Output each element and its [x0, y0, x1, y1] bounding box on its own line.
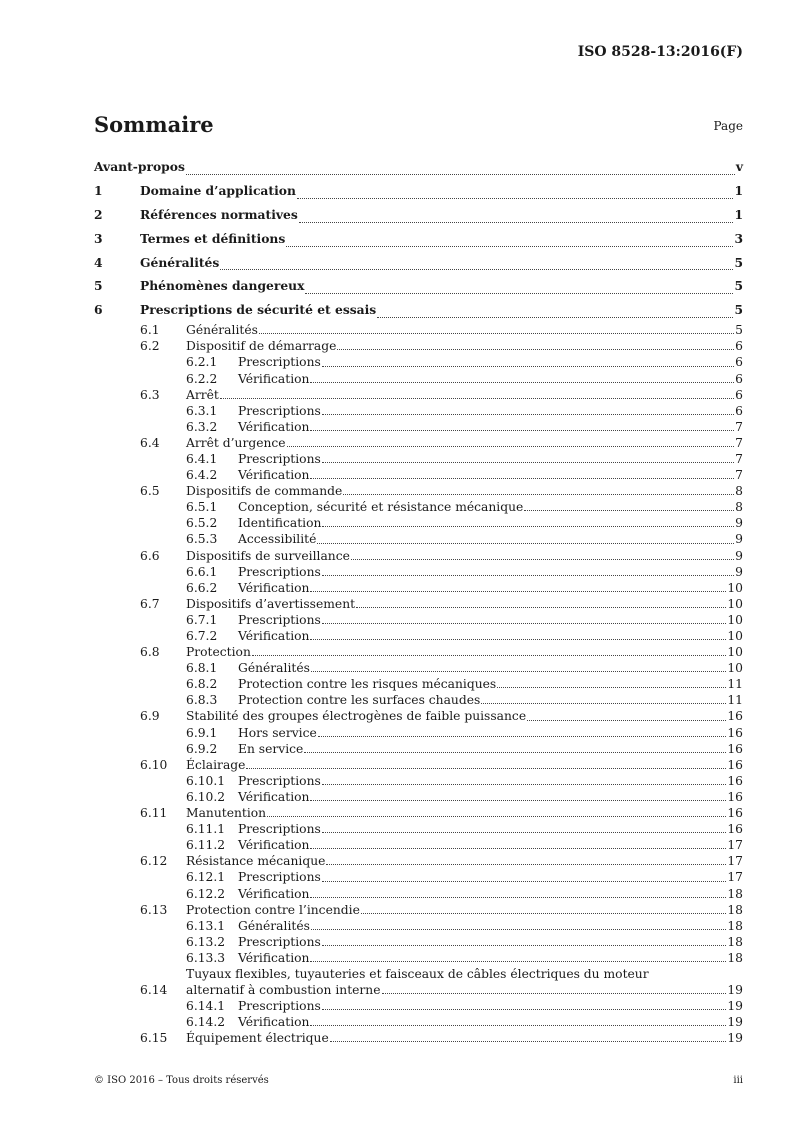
toc-title: Sommaire [94, 112, 214, 137]
toc-entry-number: 6.6.1 [186, 564, 218, 579]
toc-entry[interactable] [94, 467, 743, 483]
toc-entry[interactable] [94, 499, 743, 515]
dot-leader [310, 961, 726, 962]
footer-page-number: iii [733, 1075, 743, 1086]
toc-entry-label: Vérification [238, 1015, 310, 1030]
toc-entry-label: Protection contre l’incendie [186, 902, 360, 917]
toc-entry-page: 16 [727, 773, 743, 788]
toc-entry-number: 6.6 [140, 548, 160, 563]
toc-entry[interactable] [94, 298, 743, 322]
toc-entry[interactable] [94, 805, 743, 821]
toc-entry-page: 7 [735, 468, 743, 483]
toc-entry-number: 4 [94, 254, 103, 270]
toc-entry[interactable] [94, 789, 743, 805]
dot-leader [310, 382, 734, 383]
toc-entry-label: Conception, sécurité et résistance mécanique [238, 500, 524, 515]
toc-entry-number: 6.11.1 [186, 822, 226, 837]
dot-leader [305, 293, 733, 294]
toc-entry-label: Protection [186, 645, 251, 660]
toc-entry-number: 6.7.1 [186, 612, 218, 627]
toc-entry-page: 6 [735, 403, 743, 418]
toc-entry-number: 6.12.1 [186, 870, 226, 885]
footer-copyright: © ISO 2016 – Tous droits réservés [94, 1075, 269, 1086]
toc-entry-label: Vérification [238, 886, 310, 901]
toc-entry-label: Vérification [238, 950, 310, 965]
toc-entry-number: 6.4 [140, 435, 160, 450]
dot-leader [481, 703, 726, 704]
toc-entry-number: 6.7.2 [186, 629, 218, 644]
toc-entry-label: Prescriptions [238, 870, 321, 885]
toc-entry-label: Accessibilité [238, 532, 317, 547]
toc-entry-label: Dispositifs d’avertissement [186, 596, 356, 611]
toc-entry-number: 6.9 [140, 709, 160, 724]
toc-entry-page: 18 [727, 934, 743, 949]
toc-entry-number: 6.14 [140, 982, 168, 997]
toc-entry-page: 16 [727, 757, 743, 772]
toc-entry-number: 6.10.1 [186, 773, 226, 788]
toc-entry-number: 6.6.2 [186, 580, 218, 595]
toc-entry[interactable] [94, 1030, 743, 1046]
toc-entry-page: 6 [735, 339, 743, 354]
dot-leader [351, 559, 734, 560]
toc-entry[interactable] [94, 741, 743, 757]
toc-entry-label: Références normatives [140, 206, 298, 222]
toc-entry-number: 6.5.1 [186, 500, 218, 515]
dot-leader [310, 430, 734, 431]
toc-entry-page: 5 [734, 302, 743, 318]
toc-entry-page: 18 [727, 886, 743, 901]
toc-entry-number: 6.11.2 [186, 838, 226, 853]
toc-entry[interactable] [94, 692, 743, 708]
dot-leader [322, 462, 734, 463]
toc-entry-page: 10 [727, 629, 743, 644]
toc-entry[interactable] [94, 531, 743, 547]
dot-leader [322, 832, 727, 833]
dot-leader [524, 510, 734, 511]
toc-entry[interactable] [94, 322, 743, 338]
toc-entry-page: 9 [735, 564, 743, 579]
toc-entry[interactable] [94, 483, 743, 499]
page-column-label: Page [713, 119, 743, 133]
toc-entry-number: 6.13.3 [186, 950, 226, 965]
toc-entry[interactable] [94, 371, 743, 387]
toc-entry-number: 6.9.2 [186, 741, 218, 756]
dot-leader [322, 414, 734, 415]
toc-entry-page: 9 [735, 548, 743, 563]
toc-entry[interactable] [94, 387, 743, 403]
toc-entry[interactable] [94, 869, 743, 885]
toc-entry[interactable] [94, 950, 743, 966]
toc-entry-number: 6.3.2 [186, 419, 218, 434]
toc-entry-number: 1 [94, 182, 103, 198]
toc-entry-label: Dispositif de démarrage [186, 339, 337, 354]
dot-leader [361, 913, 727, 914]
toc-entry-page: 17 [727, 854, 743, 869]
dot-leader [297, 198, 734, 199]
toc-entry-number: 6.4.2 [186, 468, 218, 483]
toc-entry-number: 6.13.1 [186, 918, 226, 933]
toc-entry-number: 6.8.2 [186, 677, 218, 692]
toc-entry-label: Prescriptions [238, 564, 321, 579]
toc-entry-number: 3 [94, 230, 103, 246]
dot-leader [322, 945, 727, 946]
dot-leader [377, 317, 733, 318]
toc-entry[interactable] [94, 886, 743, 902]
toc-entry[interactable] [94, 403, 743, 419]
toc-entry[interactable] [94, 564, 743, 580]
dot-leader [310, 848, 726, 849]
toc-entry-number: 6.1 [140, 323, 160, 338]
toc-entry-page: 8 [735, 500, 743, 515]
toc-entry[interactable] [94, 773, 743, 789]
toc-entry-label: Prescriptions [238, 998, 321, 1013]
dot-leader [497, 687, 726, 688]
toc-entry[interactable] [94, 918, 743, 934]
toc-entry[interactable] [94, 419, 743, 435]
toc-entry[interactable] [94, 966, 743, 998]
toc-entry-label: Prescriptions [238, 403, 321, 418]
dot-leader [287, 446, 735, 447]
dot-leader [322, 526, 734, 527]
toc-entry[interactable] [94, 628, 743, 644]
toc-entry-number: 6.10.2 [186, 789, 226, 804]
toc-entry-label: Vérification [238, 789, 310, 804]
dot-leader [310, 639, 726, 640]
toc-entry-page: 18 [727, 902, 743, 917]
toc-entry-label: Vérification [238, 371, 310, 386]
toc-entry-page: 17 [727, 870, 743, 885]
toc-entry-page: v [735, 158, 743, 174]
toc-entry[interactable] [94, 708, 743, 724]
toc-entry-label: Vérification [238, 580, 310, 595]
toc-entry-number: 6.5.2 [186, 516, 218, 531]
toc-entry-page: 10 [727, 580, 743, 595]
dot-leader [382, 993, 727, 994]
toc-entry-page: 5 [734, 278, 743, 294]
toc-entry-label: Hors service [238, 725, 317, 740]
toc-entry-number: 6.2.1 [186, 355, 218, 370]
toc-entry[interactable] [94, 757, 743, 773]
toc-entry-label: Avant-propos [94, 158, 185, 174]
toc-entry-label: Vérification [238, 838, 310, 853]
toc-entry-label: Éclairage [186, 757, 246, 772]
toc-entry-label: Équipement électrique [186, 1031, 329, 1046]
toc-entry-page: 10 [727, 645, 743, 660]
dot-leader [304, 752, 726, 753]
dot-leader [527, 720, 726, 721]
toc-entry-label: Phénomènes dangereux [140, 278, 305, 294]
dot-leader [343, 494, 734, 495]
toc-entry-page: 6 [735, 371, 743, 386]
toc-entry-label: Prescriptions [238, 822, 321, 837]
toc-entry-page: 10 [727, 612, 743, 627]
toc-entry[interactable] [94, 837, 743, 853]
toc-entry[interactable] [94, 676, 743, 692]
toc-entry-number: 6.13 [140, 902, 168, 917]
dot-leader [356, 607, 726, 608]
toc-entry-page: 5 [734, 254, 743, 270]
toc-entry-page: 7 [735, 419, 743, 434]
toc-entry-number: 6.8.3 [186, 693, 218, 708]
toc-entry-page: 3 [734, 230, 743, 246]
dot-leader [322, 623, 727, 624]
dot-leader [311, 671, 726, 672]
dot-leader [318, 736, 727, 737]
toc-entry-label: Stabilité des groupes électrogènes de faible puissance [186, 709, 527, 724]
toc-entry[interactable] [94, 203, 743, 227]
toc-entry-label: Prescriptions [238, 934, 321, 949]
toc-entry-number: 6.14.1 [186, 998, 226, 1013]
toc-entry-page: 16 [727, 725, 743, 740]
toc-entry-page: 9 [735, 516, 743, 531]
toc-entry-page: 19 [727, 998, 743, 1013]
dot-leader [299, 222, 734, 223]
toc-entry-page: 16 [727, 709, 743, 724]
toc-entry-page: 7 [735, 435, 743, 450]
table-of-contents [94, 155, 743, 1046]
dot-leader [246, 768, 726, 769]
dot-leader [310, 591, 726, 592]
toc-entry-number: 6.15 [140, 1031, 168, 1046]
toc-entry[interactable] [94, 853, 743, 869]
dot-leader [322, 366, 734, 367]
toc-entry-label: Généralités [140, 254, 220, 270]
toc-entry[interactable] [94, 548, 743, 564]
toc-entry-label: Manutention [186, 806, 267, 821]
toc-entry-label: Prescriptions [238, 355, 321, 370]
toc-entry-page: 19 [727, 1031, 743, 1046]
toc-entry-label: Prescriptions [238, 773, 321, 788]
dot-leader [311, 929, 726, 930]
toc-entry-number: 6.8.1 [186, 661, 218, 676]
toc-entry-label: Dispositifs de surveillance [186, 548, 350, 563]
toc-entry-label: Protection contre les surfaces chaudes [238, 693, 481, 708]
dot-leader [220, 398, 734, 399]
dot-leader [310, 897, 726, 898]
dot-leader [310, 1025, 726, 1026]
toc-entry-label: Prescriptions [238, 451, 321, 466]
toc-entry-label: Généralités [238, 661, 310, 676]
toc-entry-label: Vérification [238, 468, 310, 483]
toc-entry[interactable] [94, 821, 743, 837]
toc-entry-label: Arrêt d’urgence [186, 435, 286, 450]
toc-entry-number: 6.12.2 [186, 886, 226, 901]
dot-leader [337, 349, 734, 350]
toc-entry-label: Prescriptions de sécurité et essais [140, 302, 377, 318]
toc-entry-number: 6.8 [140, 645, 160, 660]
toc-entry-number: 6.5.3 [186, 532, 218, 547]
toc-entry-label: En service [238, 741, 304, 756]
dot-leader [322, 784, 727, 785]
toc-entry-page: 18 [727, 950, 743, 965]
toc-entry-number: 6.9.1 [186, 725, 218, 740]
toc-entry[interactable] [94, 179, 743, 203]
toc-entry-page: 6 [735, 355, 743, 370]
toc-entry-page: 10 [727, 596, 743, 611]
toc-entry[interactable] [94, 725, 743, 741]
dot-leader [326, 864, 726, 865]
toc-entry-number: 6.3 [140, 387, 160, 402]
toc-entry-page: 8 [735, 484, 743, 499]
toc-entry-number: 6.4.1 [186, 451, 218, 466]
dot-leader [220, 269, 733, 270]
toc-entry-number: 6.11 [140, 806, 168, 821]
document-code: ISO 8528-13:2016(F) [577, 44, 743, 60]
toc-entry[interactable] [94, 934, 743, 950]
toc-entry-page: 10 [727, 661, 743, 676]
toc-entry-label: Prescriptions [238, 612, 321, 627]
toc-entry-page: 19 [727, 1015, 743, 1030]
toc-entry-label: Généralités [238, 918, 310, 933]
toc-entry-label: Dispositifs de commande [186, 484, 343, 499]
toc-entry-number: 2 [94, 206, 103, 222]
toc-entry[interactable] [94, 515, 743, 531]
toc-entry-page: 17 [727, 838, 743, 853]
toc-entry-number: 6.10 [140, 757, 168, 772]
dot-leader [317, 543, 734, 544]
toc-entry-number: 6.3.1 [186, 403, 218, 418]
dot-leader [322, 575, 734, 576]
dot-leader [259, 333, 734, 334]
dot-leader [330, 1041, 727, 1042]
toc-entry-page: 11 [727, 693, 743, 708]
toc-entry-number: 6 [94, 302, 103, 318]
toc-entry[interactable] [94, 644, 743, 660]
toc-entry-label: Identification [238, 516, 322, 531]
toc-entry-number: 6.12 [140, 854, 168, 869]
dot-leader [267, 816, 726, 817]
toc-entry-label: Résistance mécanique [186, 854, 326, 869]
toc-entry[interactable] [94, 902, 743, 918]
dot-leader [310, 800, 726, 801]
toc-entry-page: 16 [727, 741, 743, 756]
toc-entry-number: 6.7 [140, 596, 160, 611]
dot-leader [286, 246, 733, 247]
toc-entry-page: 18 [727, 918, 743, 933]
toc-entry-page: 16 [727, 789, 743, 804]
toc-entry[interactable] [94, 338, 743, 354]
toc-entry[interactable] [94, 998, 743, 1014]
toc-entry-page: 5 [735, 323, 743, 338]
toc-entry[interactable] [94, 435, 743, 451]
toc-entry-page: 11 [727, 677, 743, 692]
toc-entry[interactable] [94, 354, 743, 370]
toc-entry-page: 7 [735, 451, 743, 466]
toc-entry-label: Tuyaux flexibles, tuyauteries et faisceaux de câbles électriques du moteur alternatif à combustion interne 19 [186, 966, 743, 997]
toc-entry-label: Domaine d’application [140, 182, 296, 198]
toc-entry[interactable] [94, 451, 743, 467]
dot-leader [186, 174, 735, 175]
dot-leader [310, 478, 734, 479]
toc-entry-page: 1 [734, 206, 743, 222]
dot-leader [322, 881, 727, 882]
toc-entry[interactable] [94, 580, 743, 596]
toc-entry-number: 6.14.2 [186, 1015, 226, 1030]
toc-entry[interactable] [94, 274, 743, 298]
toc-entry-page: 1 [734, 182, 743, 198]
toc-entry-page: 16 [727, 822, 743, 837]
toc-entry-number: 5 [94, 278, 103, 294]
toc-entry[interactable] [94, 596, 743, 612]
toc-entry-label: Arrêt [186, 387, 219, 402]
toc-entry[interactable] [94, 612, 743, 628]
toc-entry-number: 6.2.2 [186, 371, 218, 386]
toc-entry-label: Protection contre les risques mécaniques [238, 677, 497, 692]
toc-entry[interactable] [94, 660, 743, 676]
toc-entry[interactable] [94, 1014, 743, 1030]
toc-entry-page: 19 [727, 982, 743, 997]
toc-entry-label: Vérification [238, 419, 310, 434]
toc-entry-number: 6.2 [140, 339, 160, 354]
dot-leader [252, 655, 726, 656]
toc-entry-number: 6.13.2 [186, 934, 226, 949]
dot-leader [322, 1009, 727, 1010]
toc-entry-page: 16 [727, 806, 743, 821]
toc-entry[interactable] [94, 155, 743, 179]
toc-entry-label: Généralités [186, 323, 258, 338]
toc-entry-page: 6 [735, 387, 743, 402]
toc-entry-label: Termes et définitions [140, 230, 286, 246]
toc-entry[interactable] [94, 251, 743, 275]
toc-entry[interactable] [94, 227, 743, 251]
toc-entry-page: 9 [735, 532, 743, 547]
toc-entry-number: 6.5 [140, 484, 160, 499]
toc-entry-label: Vérification [238, 629, 310, 644]
